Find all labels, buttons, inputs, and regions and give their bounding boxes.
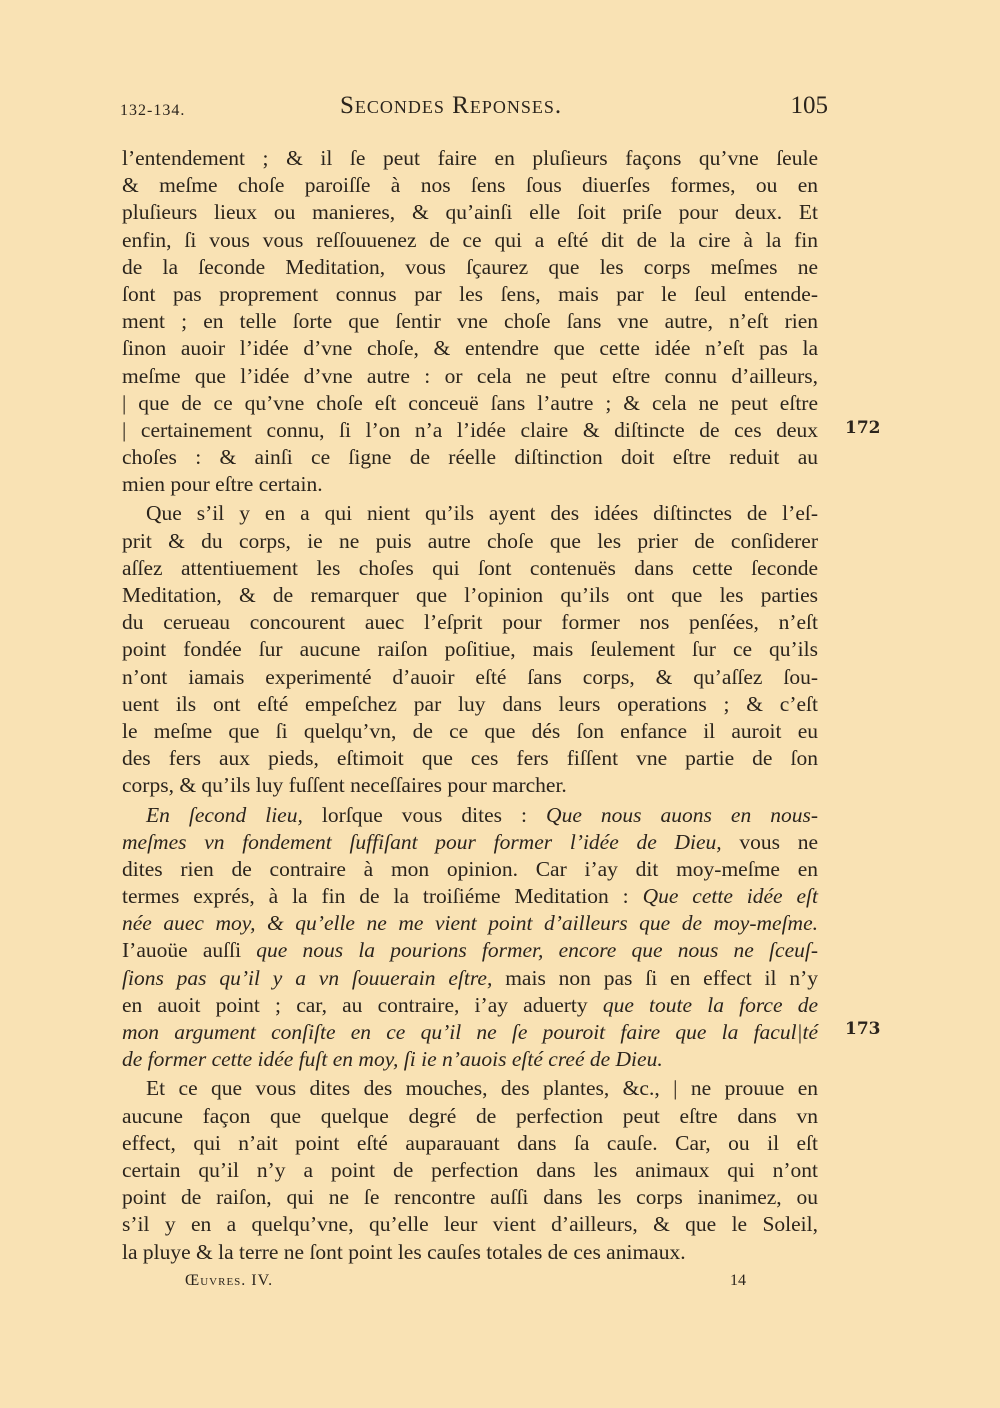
italic-text: Que nous auons en nous- xyxy=(546,802,818,827)
margin-reference-number: 172 xyxy=(845,418,881,438)
text-line: En ſecond lieu, lorſque vous dites : Que nous auons en nous- xyxy=(146,802,818,827)
italic-text: Que cette idée eſt xyxy=(642,884,818,909)
text-line: choſes : & ainſi ce ſigne de réelle diſtinction doit eſtre reduit au xyxy=(122,445,818,470)
margin-reference-number: 173 xyxy=(845,1019,881,1039)
text-line: ſinon auoir l’idée d’vne choſe, & entendre que cette idée n’eſt pas la xyxy=(122,336,818,361)
text-line: Meditation, & de remarquer que l’opinion qu’ils ont que les parties xyxy=(122,583,818,607)
text-line: aſſez attentiuement les choſes qui ſont contenuës dans cette ſeconde xyxy=(122,555,818,580)
text-line: I’auoüe auſſi que nous la pourions former, encore que nous ne ſceuſ- xyxy=(122,938,818,963)
text-line: prit & du corps, ie ne puis autre choſe que les prier de conſiderer xyxy=(122,528,818,553)
page-number: 105 xyxy=(790,92,828,119)
text-line: l’entendement ; & il ſe peut faire en pluſieurs façons qu’vne ſeule xyxy=(122,146,818,170)
text-line: le meſme que ſi quelqu’vn, de ce que dés ſon enfance il auroit eu xyxy=(122,718,818,743)
text-line: née auec moy, & qu’elle ne me vient point d’ailleurs que de moy-meſme. xyxy=(122,911,818,936)
running-title: Secondes Reponses. xyxy=(340,92,563,119)
text-line: s’il y en a quelqu’vne, qu’elle leur vient d’ailleurs, & que le Soleil, xyxy=(122,1212,818,1237)
running-header xyxy=(120,92,828,132)
text-line: dites rien de contraire à mon opinion. Car i’ay dit moy-meſme en xyxy=(122,856,818,881)
text-line: de la ſeconde Meditation, vous ſçaurez que les corps meſmes ne xyxy=(122,254,818,279)
text-line: point fondée ſur aucune raiſon poſitiue, mais ſeulement ſur ce qu’ils xyxy=(122,637,818,662)
signature-mark: Œuvres. IV. xyxy=(185,1272,274,1289)
text-line: | certainement connu, ſi l’on n’a l’idée claire & diſtincte de ces deux xyxy=(122,417,818,442)
text-line: | que de ce qu’vne choſe eſt conceuë ſans l’autre ; & cela ne peut eſtre xyxy=(122,390,818,415)
text-line: Et ce que vous dites des mouches, des plantes, &c., | ne prouue en xyxy=(146,1076,818,1101)
text-line: termes exprés, à la fin de la troiſiéme Meditation : Que cette idée eſt xyxy=(122,884,818,909)
italic-text: En ſecond lieu, xyxy=(146,802,303,827)
text-line: corps, & qu’ils luy fuſſent neceſſaires pour marcher. xyxy=(122,773,567,798)
text-line: enfin, ſi vous vous reſſouuenez de ce qui a eſté dit de la cire à la fin xyxy=(122,227,818,252)
text-line: effect, qui n’ait point eſté auparauant dans ſa cauſe. Car, ou il eſt xyxy=(122,1130,818,1155)
text-line: du cerueau concourent auec l’eſprit pour former nos penſées, n’eſt xyxy=(122,610,818,635)
text-line: mien pour eſtre certain. xyxy=(122,472,323,497)
signature-number: 14 xyxy=(730,1272,746,1289)
text-line: meſmes vn fondement ſuffiſant pour former l’idée de Dieu, vous ne xyxy=(122,829,818,854)
text-line: n’ont iamais experimenté d’auoir eſté ſans corps, & qu’aſſez ſou- xyxy=(122,664,818,689)
text-line: ſont pas proprement connus par les ſens, mais par le ſeul entende- xyxy=(122,281,818,306)
italic-text: meſmes vn fondement ſuffiſant pour former l’idée de Dieu, xyxy=(122,829,722,854)
text-line: mon argument conſiſte en ce qu’il ne ſe pouroit faire que la facul|té xyxy=(122,1020,818,1044)
text-line: uent ils ont eſté empeſchez par luy dans leurs operations ; & c’eſt xyxy=(122,691,818,716)
text-line: aucune façon que quelque degré de perfection peut eſtre dans vn xyxy=(122,1103,818,1128)
italic-text: ſions pas qu’il y a vn ſouuerain eſtre, xyxy=(122,965,493,990)
text-line: pluſieurs lieux ou manieres, & qu’ainſi elle ſoit priſe pour deux. Et xyxy=(122,200,818,225)
text-line: des fers aux pieds, eſtimoit que ces fers fiſſent vne partie de ſon xyxy=(122,746,818,771)
text-line: & meſme choſe paroiſſe à nos ſens ſous diuerſes formes, ou en xyxy=(122,173,818,198)
text-line: la pluye & la terre ne ſont point les cauſes totales de ces animaux. xyxy=(122,1239,686,1264)
text-line: meſme que l’idée d’vne autre : or cela ne peut eſtre connu d’ailleurs, xyxy=(122,363,818,388)
text-line: ſions pas qu’il y a vn ſouuerain eſtre, mais non pas ſi en effect il n’y xyxy=(122,965,818,990)
text-line: ment ; en telle ſorte que ſentir vne choſe ſans vne autre, n’eſt rien xyxy=(122,309,818,334)
italic-text: que toute la force de xyxy=(587,992,818,1017)
text-line: de former cette idée fuſt en moy, ſi ie n’auois eſté creé de Dieu. xyxy=(122,1047,663,1072)
body-text xyxy=(122,145,818,1266)
italic-text: que nous la pourions former, encore que nous ne ſceuſ- xyxy=(256,938,818,963)
page-range: 132-134. xyxy=(120,102,186,119)
text-line: point de raiſon, qui ne ſe rencontre auſſi dans les corps inanimez, ou xyxy=(122,1185,818,1210)
text-line: en auoit point ; car, au contraire, i’ay aduerty que toute la force de xyxy=(122,992,818,1017)
text-line: Que s’il y en a qui nient qu’ils ayent des idées diſtinctes de l’eſ- xyxy=(146,501,818,526)
text-line: certain qu’il n’y a point de perfection dans les animaux qui n’ont xyxy=(122,1157,818,1182)
